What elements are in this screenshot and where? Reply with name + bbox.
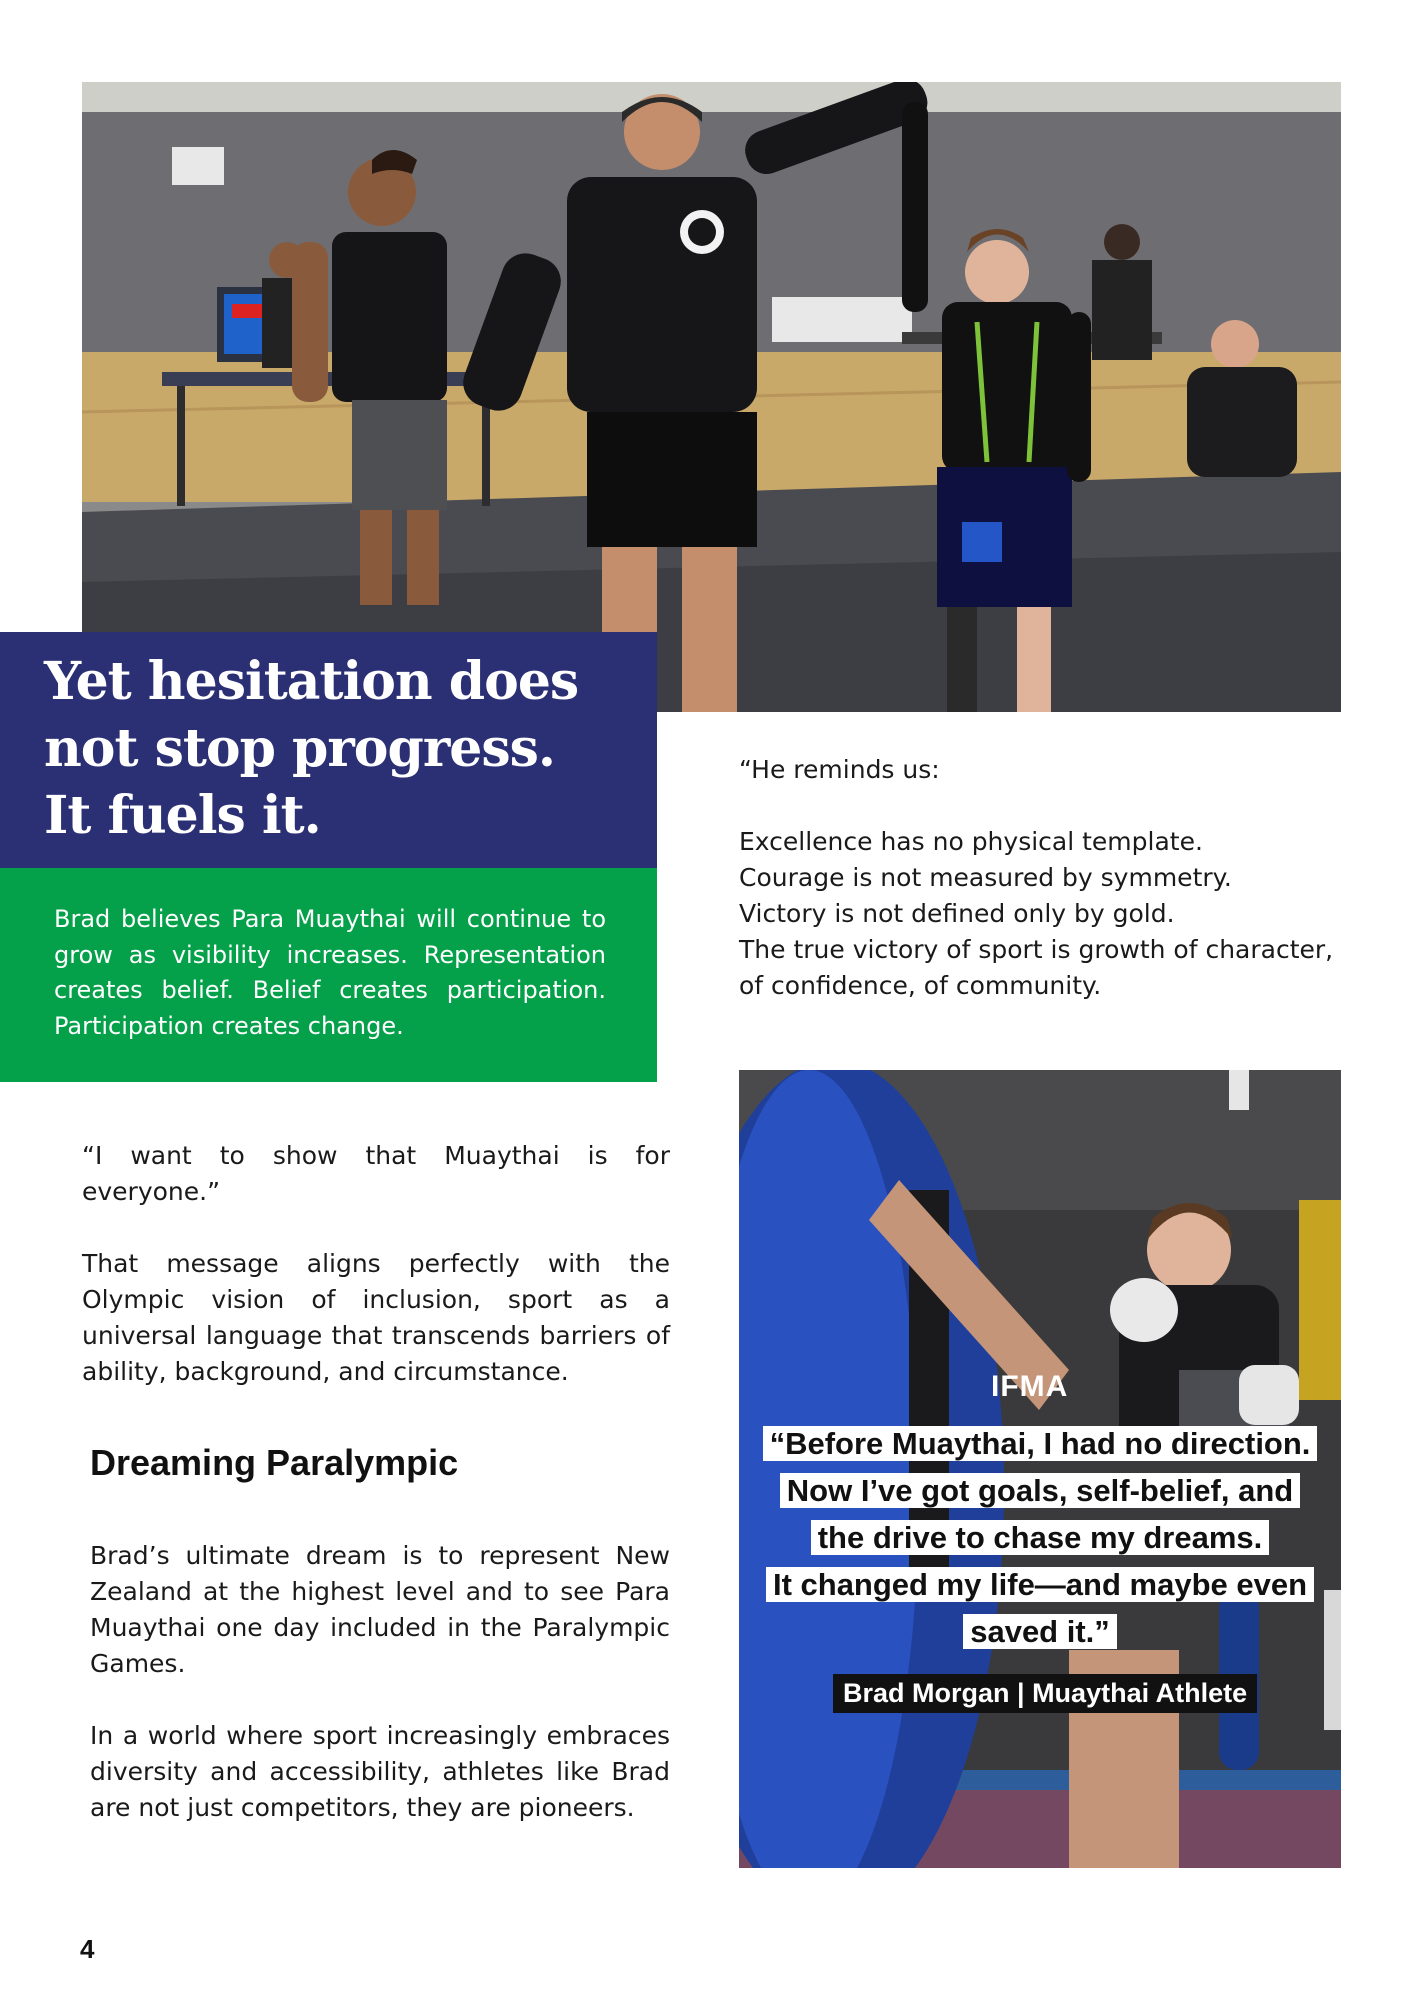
quote-line-text: Now I’ve got goals, self-belief, and — [780, 1473, 1300, 1508]
reminder-line: Courage is not measured by symmetry. — [739, 863, 1232, 892]
reminder-intro: “He reminds us: — [739, 755, 940, 784]
quote-line — [743, 1467, 1337, 1514]
photo-illustration — [82, 82, 1341, 712]
inclusion-paragraph: That message aligns perfectly with the Olympic vision of inclusion, sport as a universal language that transcends barriers of ability, background, and circumstance. — [82, 1249, 670, 1386]
page-number: 4 — [80, 1934, 95, 1964]
headline-line: It fuels it. — [44, 785, 321, 846]
ifma-logo: IFMA — [991, 1370, 1069, 1403]
athlete-quote-overlay — [743, 1420, 1337, 1655]
spacer — [739, 788, 1341, 824]
quote-line-text: It changed my life—and maybe even — [766, 1567, 1314, 1602]
reminder-line: Victory is not defined only by gold. — [739, 899, 1175, 928]
athlete-quote: “I want to show that Muaythai is for everyone.” — [82, 1141, 670, 1206]
highlight-paragraph: Brad believes Para Muaythai will continue to grow as visibility increases. Representation creates belief. Belief creates participation. Participation creates change. — [54, 905, 606, 1040]
quote-line-text: the drive to chase my dreams. — [811, 1520, 1270, 1555]
photo-referee-raising-hand — [82, 82, 1341, 712]
inclusion-column — [82, 1138, 670, 1390]
spacer — [90, 1682, 670, 1718]
quote-line — [743, 1514, 1337, 1561]
spacer — [82, 1210, 670, 1246]
quote-line — [743, 1561, 1337, 1608]
reminder-line: The true victory of sport is growth of character, of confidence, of community. — [739, 935, 1334, 1000]
photo-athlete-kicking-bag — [739, 1070, 1341, 1868]
dreaming-paragraph: Brad’s ultimate dream is to represent New Zealand at the highest level and to see Para Muaythai one day included in the Paralympic Games. — [90, 1541, 670, 1678]
quote-attribution: Brad Morgan | Muaythai Athlete — [833, 1674, 1257, 1713]
headline-panel — [0, 632, 657, 868]
headline-line: not stop progress. — [44, 718, 555, 779]
pull-headline — [44, 648, 578, 849]
quote-line-text: saved it.” — [963, 1614, 1117, 1649]
dreaming-paragraph: In a world where sport increasingly embraces diversity and accessibility, athletes like Brad are not just competitors, they are pioneers. — [90, 1721, 670, 1822]
highlight-panel — [0, 868, 657, 1082]
headline-line: Yet hesitation does — [44, 651, 579, 712]
quote-line-text: “Before Muaythai, I had no direction. — [763, 1426, 1318, 1461]
quote-line — [743, 1420, 1337, 1467]
dreaming-column — [90, 1538, 670, 1826]
reminder-line: Excellence has no physical template. — [739, 827, 1203, 856]
reminder-column — [739, 752, 1341, 1004]
quote-line — [743, 1608, 1337, 1655]
section-heading: Dreaming Paralympic — [90, 1442, 459, 1483]
